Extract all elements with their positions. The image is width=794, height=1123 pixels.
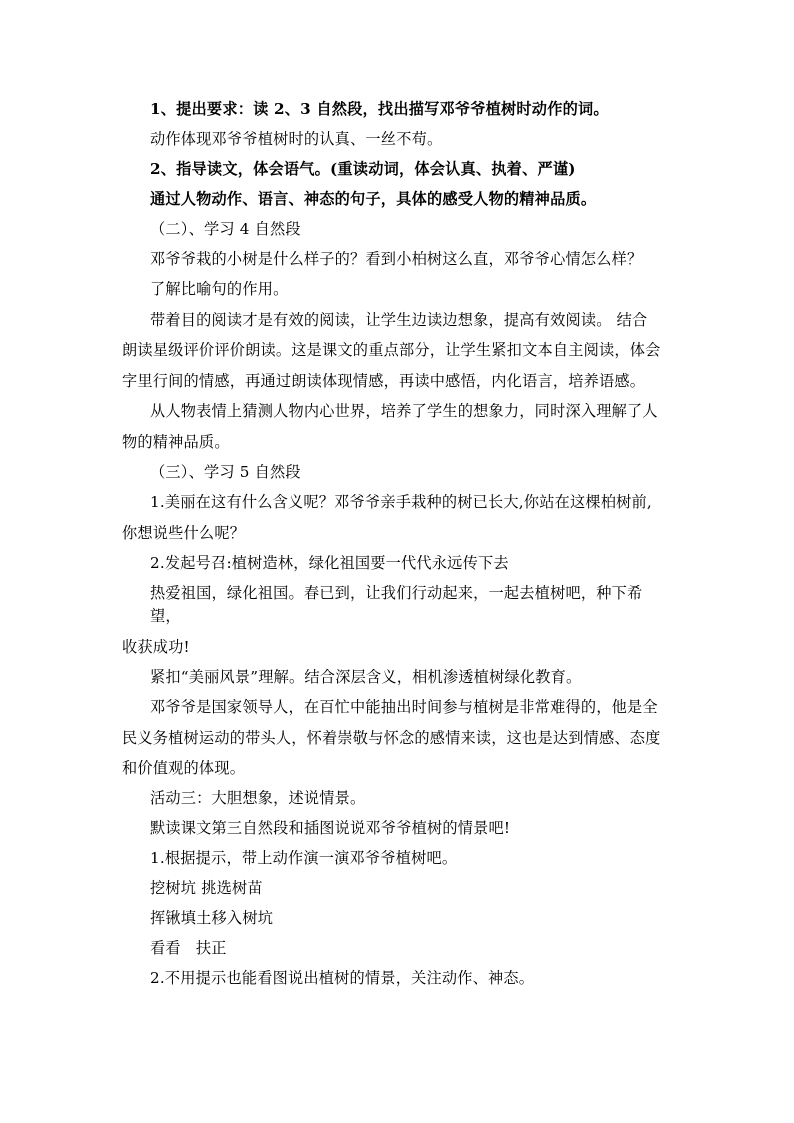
item-1 — [122, 491, 670, 545]
paragraph-imagination — [122, 400, 670, 454]
hint-2: 挥锹填土移入树坑 — [150, 909, 274, 927]
question-1: 邓爷爷栽的小树是什么样子的？看到小柏树这么直，邓爷爷心情怎么样？ — [150, 250, 643, 268]
paragraph-line: 邓爷爷是国家领导人，在百忙中能抽出时间参与植树是非常难得的，他是全 — [150, 698, 658, 716]
hint-3: 看看 扶正 — [150, 939, 227, 957]
step-2: 2.不用提示也能看图说出植树的情景，关注动作、神态。 — [150, 969, 535, 987]
paragraph-line: 从人物表情上猜测人物内心世界，培养了学生的想象力，同时深入理解了人 — [150, 402, 658, 420]
paragraph-reading-method — [122, 309, 670, 393]
note-3: 了解比喻句的作用。 — [150, 280, 289, 298]
note-1: 动作体现邓爷爷植树时的认真、一丝不苟。 — [150, 130, 443, 148]
paragraph-line: 你想说些什么呢？ — [122, 523, 246, 542]
paragraph-line: 收获成功! — [122, 637, 190, 656]
step-1: 1.根据提示，带上动作演一演邓爷爷植树吧。 — [150, 849, 458, 867]
paragraph-line: 民义务植树运动的带头人，怀着崇敬与怀念的感情来读，这也是达到情感、态度 — [122, 728, 661, 747]
section-2-heading: （二）、学习 4 自然段 — [150, 220, 301, 238]
paragraph-line: 1.美丽在这有什么含义呢？邓爷爷亲手栽种的树已长大,你站在这棵柏树前, — [150, 493, 652, 511]
document-body — [122, 98, 670, 990]
requirement-2: 2、指导读文，体会语气。(重读动词，体会认真、执着、严谨) — [150, 160, 576, 178]
paragraph-leader — [122, 696, 670, 780]
hint-1: 挖树坑 挑选树苗 — [150, 879, 263, 897]
note-2: 通过人物动作、语言、神态的句子，具体的感受人物的精神品质。 — [150, 190, 597, 208]
paragraph-line: 朗读星级评价评价朗读。这是课文的重点部分，让学生紧扣文本自主阅读，体会 — [122, 341, 661, 359]
paragraph-line: 字里行间的情感，再通过朗读体现情感，再读中感悟，内化语言，培养语感。 — [122, 371, 646, 390]
item-2: 2.发起号召:植树造林，绿化祖国要一代代永远传下去 — [150, 553, 509, 572]
paragraph-beautiful-scenery: 紧扣“美丽风景”理解。结合深层含义，相机渗透植树绿化教育。 — [150, 667, 582, 686]
paragraph-line: 热爱祖国，绿化祖国。春已到，让我们行动起来，一起去植树吧，种下希望， — [150, 584, 643, 625]
requirement-1: 1、提出要求：读 2、3 自然段，找出描写邓爷爷植树时动作的词。 — [150, 100, 609, 118]
paragraph-line: 带着目的阅读才是有效的阅读，让学生边读边想象，提高有效阅读。 结合 — [150, 310, 648, 329]
paragraph-line: 和价值观的体现。 — [122, 759, 246, 777]
paragraph-love-country — [122, 582, 670, 659]
paragraph-line: 物的精神品质。 — [122, 432, 230, 451]
section-3-heading: （三）、学习 5 自然段 — [150, 462, 301, 481]
silent-reading-task: 默读课文第三自然段和插图说说邓爷爷植树的情景吧! — [150, 819, 511, 837]
activity-3-heading: 活动三：大胆想象，述说情景。 — [150, 789, 366, 807]
